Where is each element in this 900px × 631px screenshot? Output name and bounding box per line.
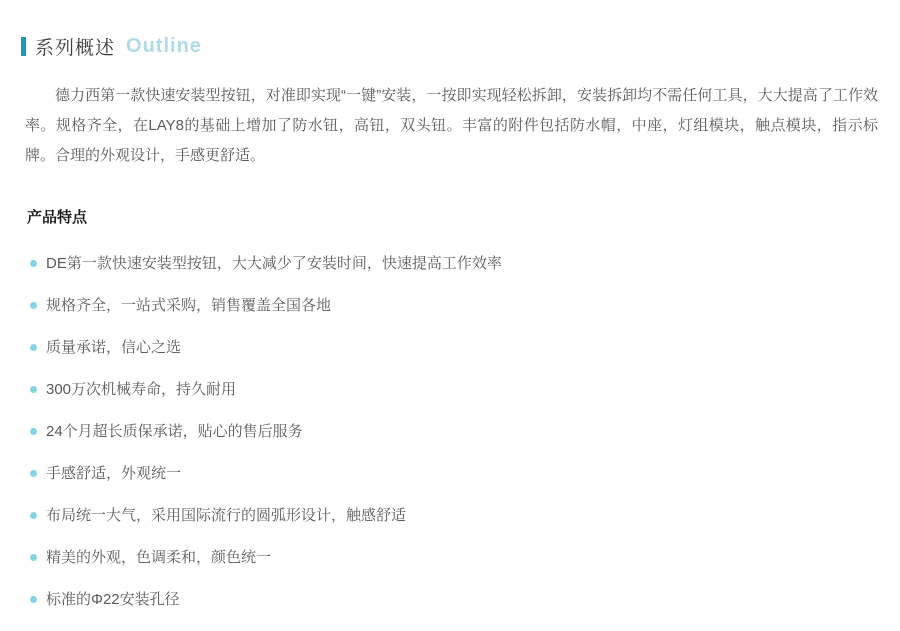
accent-bar-icon	[21, 37, 26, 56]
feature-text: 规格齐全，一站式采购，销售覆盖全国各地	[46, 297, 332, 314]
bullet-dot-icon	[30, 512, 37, 519]
list-item	[30, 422, 878, 441]
list-item	[30, 380, 878, 399]
bullet-dot-icon	[30, 344, 37, 351]
bullet-dot-icon	[30, 428, 37, 435]
feature-text: 标准的Φ22安装孔径	[46, 591, 180, 608]
bullet-dot-icon	[30, 386, 37, 393]
bullet-dot-icon	[30, 470, 37, 477]
list-item	[30, 590, 878, 609]
feature-text: 300万次机械寿命，持久耐用	[46, 381, 237, 398]
section-title: 系列概述	[35, 37, 116, 59]
feature-text: DE第一款快速安装型按钮，大大减少了安装时间，快速提高工作效率	[46, 255, 502, 272]
section-subtitle: Outline	[126, 34, 202, 57]
features-heading: 产品特点	[27, 209, 88, 226]
feature-text: 质量承诺，信心之选	[46, 339, 182, 356]
list-item	[30, 338, 878, 357]
bullet-dot-icon	[30, 260, 37, 267]
list-item	[30, 464, 878, 483]
list-item	[30, 296, 878, 315]
bullet-dot-icon	[30, 596, 37, 603]
list-item	[30, 506, 878, 525]
feature-text: 手感舒适，外观统一	[46, 465, 182, 482]
bullet-dot-icon	[30, 302, 37, 309]
bullet-dot-icon	[30, 554, 37, 561]
feature-text: 24个月超长质保承诺，贴心的售后服务	[46, 423, 303, 440]
section-header	[21, 34, 878, 58]
feature-text: 布局统一大气，采用国际流行的圆弧形设计，触感舒适	[46, 507, 407, 524]
list-item	[30, 548, 878, 567]
feature-text: 精美的外观，色调柔和，颜色统一	[46, 549, 272, 566]
overview-paragraph: 德力西第一款快速安装型按钮，对准即实现“一键”安装，一按即实现轻松拆卸，安装拆卸均不需任何工具，大大提高了工作效率。规格齐全，在LAY8的基础上增加了防水钮，高钮，双头钮。丰富的附件包括防水帽，中座，灯组模块，触点模块，指示标牌。合理的外观设计，手感更舒适。	[25, 87, 878, 164]
features-list	[21, 254, 878, 609]
list-item	[30, 254, 878, 273]
